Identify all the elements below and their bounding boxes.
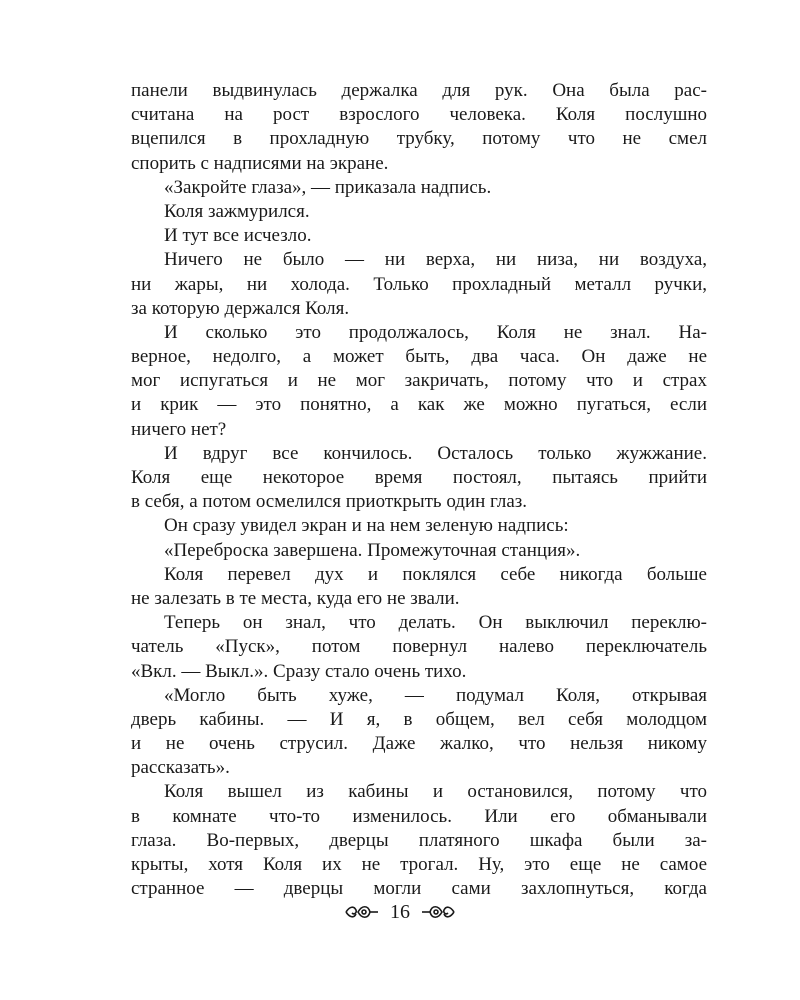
text-line: панели выдвинулась держалка для рук. Она была рас-	[131, 80, 707, 101]
text-line: Теперь он знал, что делать. Он выключил переклю-	[164, 612, 707, 634]
text-line: дверь кабины. — И я, в общем, вел себя молодцом	[131, 708, 707, 730]
text-line: Он сразу увидел экран и на нем зеленую надпись:	[164, 515, 569, 537]
text-line: и не очень струсил. Даже жалко, что нельзя никому	[131, 733, 707, 755]
text-line: ни жары, ни холода. Только прохладный металл ручки,	[131, 273, 707, 295]
text-line: Коля перевел дух и поклялся себе никогда больше	[164, 563, 707, 585]
text-line: верное, недолго, а может быть, два часа. Он даже не	[131, 346, 707, 368]
text-line: вцепился в прохладную трубку, потому что не смел	[131, 128, 707, 150]
text-line: Коля вышел из кабины и остановился, потому что	[164, 781, 707, 803]
page-body-text	[131, 79, 707, 901]
text-line: Коля зажмурился.	[164, 200, 310, 222]
flourish-left-icon	[344, 901, 380, 923]
text-line: «Закройте глаза», — приказала надпись.	[164, 176, 492, 198]
text-line: спорить с надписями на экране.	[131, 152, 389, 174]
text-line: за которую держался Коля.	[131, 297, 350, 319]
page-number: 16	[390, 900, 410, 923]
text-line: «Вкл. — Выкл.». Сразу стало очень тихо.	[131, 660, 467, 682]
text-line: крыты, хотя Коля их не трогал. Ну, это еще не самое	[131, 854, 707, 875]
text-line: ничего нет?	[131, 418, 227, 440]
text-line: И тут все исчезло.	[164, 225, 312, 247]
flourish-right-icon	[420, 901, 456, 923]
text-line: И сколько это продолжалось, Коля не знал. На-	[164, 321, 707, 343]
text-line: считана на рост взрослого человека. Коля послушно	[131, 104, 707, 126]
text-line: Ничего не было — ни верха, ни низа, ни воздуха,	[164, 249, 707, 271]
text-line: мог испугаться и не мог закричать, потому что и страх	[131, 370, 707, 392]
text-line: чатель «Пуск», потом повернул налево переключатель	[131, 636, 707, 658]
page-footer	[0, 897, 800, 927]
text-line: глаза. Во-первых, дверцы платяного шкафа были за-	[131, 829, 707, 851]
text-line: рассказать».	[131, 757, 230, 779]
text-line: в себя, а потом осмелился приоткрыть один глаз.	[131, 491, 528, 513]
text-line: странное — дверцы могли сами захлопнуться, когда	[131, 878, 707, 900]
text-line: «Переброска завершена. Промежуточная станция».	[164, 539, 581, 561]
text-line: «Могло быть хуже, — подумал Коля, открывая	[164, 684, 707, 706]
text-line: не залезать в те места, куда его не звали.	[131, 587, 460, 609]
text-line: и крик — это понятно, а как же можно пугаться, если	[131, 394, 707, 416]
text-line: И вдруг все кончилось. Осталось только жужжание.	[164, 442, 707, 464]
text-line: Коля еще некоторое время постоял, пытаясь прийти	[131, 467, 707, 488]
text-line: в комнате что-то изменилось. Или его обманывали	[131, 805, 707, 827]
